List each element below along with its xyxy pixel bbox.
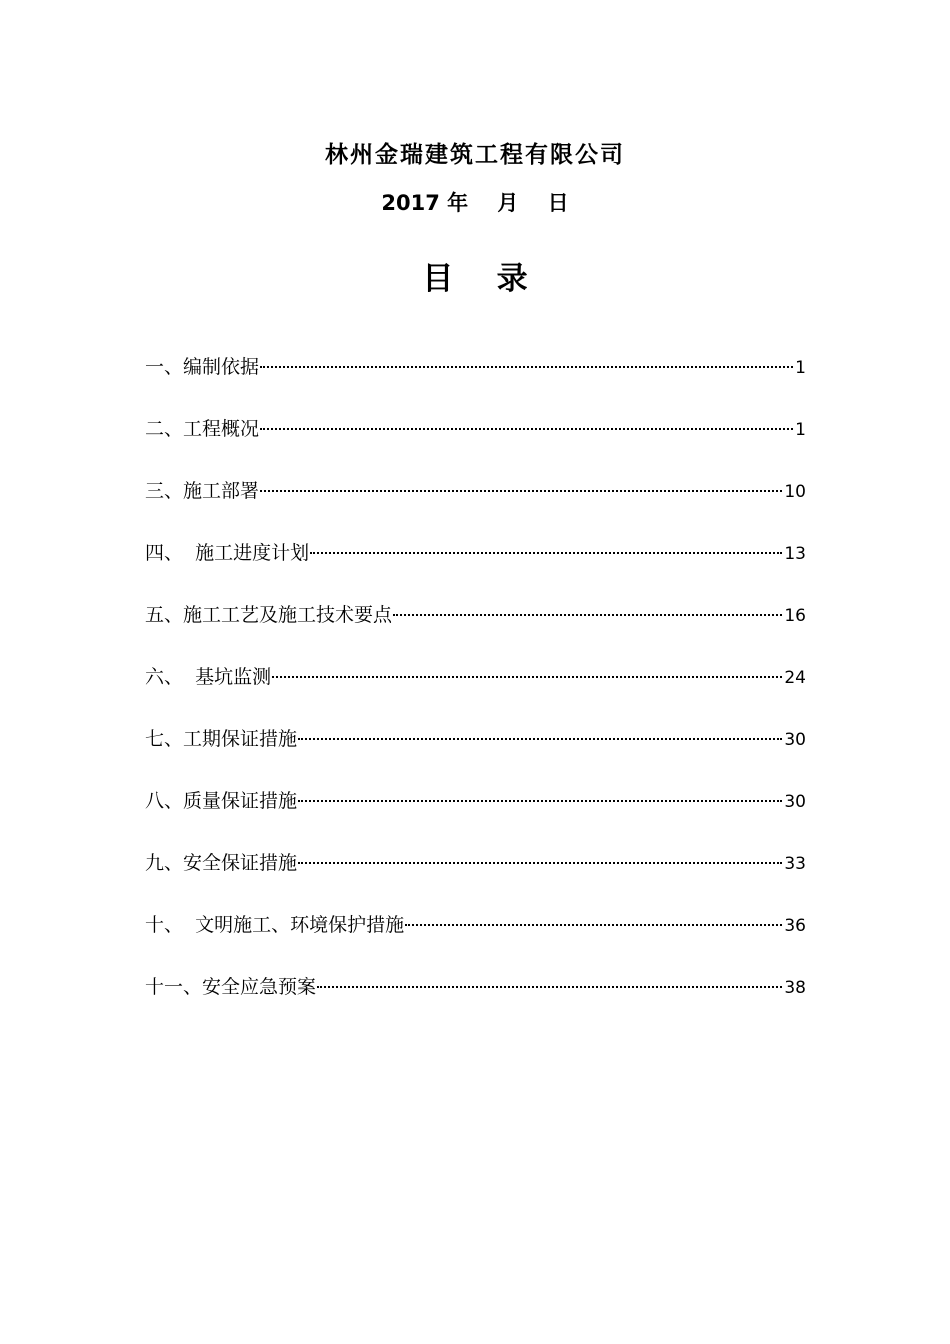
toc-item-label: 四、 施工进度计划 <box>145 542 310 564</box>
toc-item-page: 33 <box>784 854 806 874</box>
toc-item[interactable] <box>145 412 806 474</box>
toc-item[interactable] <box>145 598 806 660</box>
toc-item[interactable] <box>145 846 806 908</box>
toc-item[interactable] <box>145 722 806 784</box>
toc-dot-leader <box>298 800 782 802</box>
toc-dot-leader <box>405 924 782 926</box>
toc-item[interactable] <box>145 536 806 598</box>
toc-dot-leader <box>272 676 782 678</box>
toc-dot-leader <box>260 490 782 492</box>
toc-item-label: 二、工程概况 <box>145 418 260 440</box>
toc-item-label: 六、 基坑监测 <box>145 666 272 688</box>
toc-item-page: 10 <box>784 482 806 502</box>
toc-dot-leader <box>310 552 782 554</box>
toc-dot-leader <box>393 614 782 616</box>
toc-item-page: 30 <box>784 792 806 812</box>
toc-item-page: 24 <box>784 668 806 688</box>
toc-item-page: 13 <box>784 544 806 564</box>
toc-item[interactable] <box>145 660 806 722</box>
toc-item-label: 五、施工工艺及施工技术要点 <box>145 604 393 626</box>
toc-item-page: 16 <box>784 606 806 626</box>
toc-item-page: 1 <box>795 420 806 440</box>
toc-dot-leader <box>298 738 782 740</box>
toc-item-page: 1 <box>795 358 806 378</box>
toc-dot-leader <box>260 428 793 430</box>
document-date: 2017 年 月 日 <box>381 191 569 215</box>
company-name: 林州金瑞建筑工程有限公司 <box>325 141 625 168</box>
toc-dot-leader <box>260 366 793 368</box>
toc-item-label: 八、质量保证措施 <box>145 790 298 812</box>
toc-title: 目 录 <box>422 261 528 297</box>
toc-item-label: 九、安全保证措施 <box>145 852 298 874</box>
toc-dot-leader <box>298 862 782 864</box>
toc-item-label: 十一、安全应急预案 <box>145 976 317 998</box>
toc-item-page: 30 <box>784 730 806 750</box>
toc-item[interactable] <box>145 474 806 536</box>
toc-item-label: 三、施工部署 <box>145 480 260 502</box>
toc-item[interactable] <box>145 908 806 970</box>
toc-item-label: 一、编制依据 <box>145 356 260 378</box>
toc-item-page: 36 <box>784 916 806 936</box>
toc-item-label: 七、工期保证措施 <box>145 728 298 750</box>
table-of-contents <box>145 350 806 1032</box>
toc-dot-leader <box>317 986 782 988</box>
toc-item-label: 十、 文明施工、环境保护措施 <box>145 914 405 936</box>
toc-item[interactable] <box>145 350 806 412</box>
toc-item[interactable] <box>145 970 806 1032</box>
toc-item-page: 38 <box>784 978 806 998</box>
toc-item[interactable] <box>145 784 806 846</box>
